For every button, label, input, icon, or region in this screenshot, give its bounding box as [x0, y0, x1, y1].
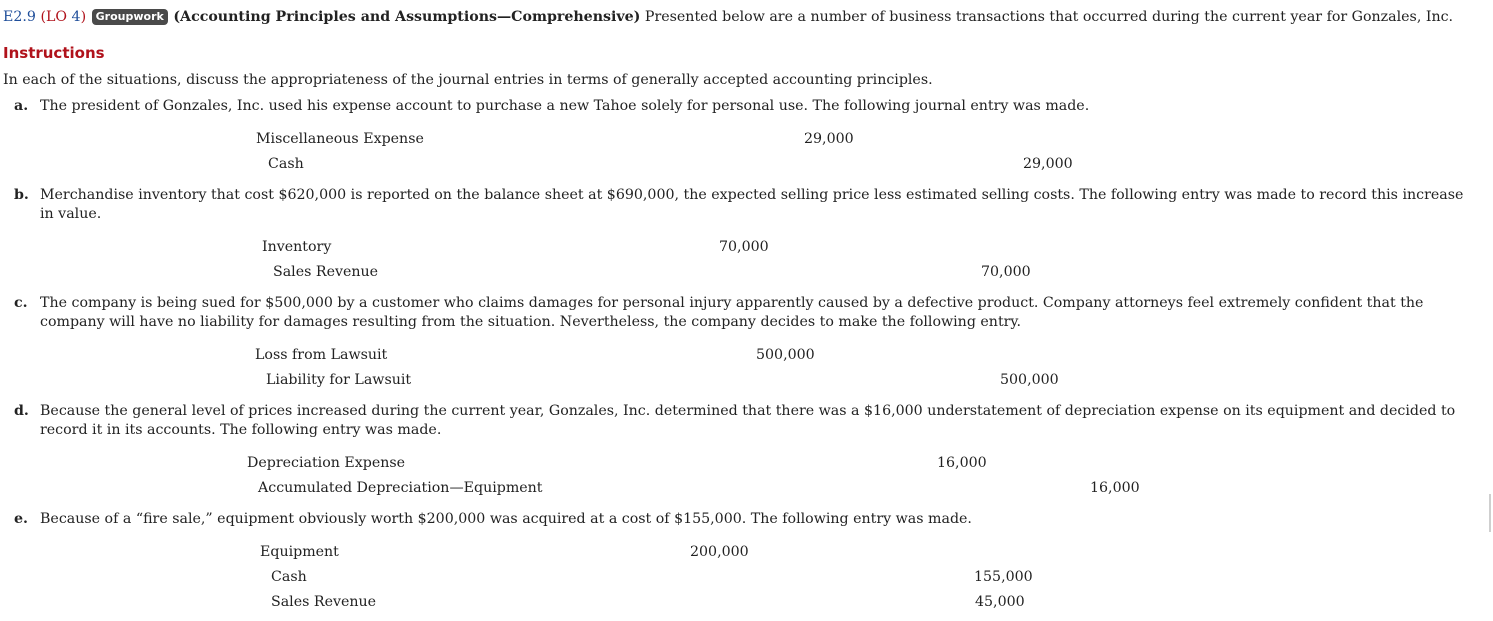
entry-c2-account: Liability for Lawsuit — [266, 372, 412, 388]
learning-objective: (LO 4) — [40, 9, 87, 25]
entry-e1-account: Equipment — [260, 544, 339, 560]
situation-text: The company is being sued for $500,000 by a customer who claims damages for personal injury apparently caused by a defective product. Company attorneys feel extremely confident that the company will have no liability for damages resulting from the situation. Nevertheless, the company decides to make the following entry. — [40, 295, 1424, 330]
situation-text: Merchandise inventory that cost $620,000 is reported on the balance sheet at $690,000, the expected selling price less estimated selling costs. The following entry was made to record this increase in value. — [40, 187, 1464, 222]
situation-text: The president of Gonzales, Inc. used his expense account to purchase a new Tahoe solely for personal use. The following journal entry was made. — [40, 98, 1090, 114]
situation-a — [14, 97, 1470, 116]
situation-d — [14, 402, 1470, 440]
exercise-description: Presented below are a number of business transactions that occurred during the current year for Gonzales, Inc. — [644, 9, 1454, 25]
entry-b2-credit: 70,000 — [981, 264, 1031, 280]
situation-b — [14, 186, 1470, 224]
situation-c — [14, 294, 1470, 332]
situation-text: Because of a “fire sale,” equipment obviously worth $200,000 was acquired at a cost of $155,000. The following entry was made. — [40, 511, 972, 527]
entry-c2-credit: 500,000 — [1000, 372, 1059, 388]
entry-b1-debit: 70,000 — [719, 239, 769, 255]
entry-a2-account: Cash — [268, 156, 304, 172]
situation-letter: c. — [14, 295, 28, 311]
entry-e2-account: Cash — [271, 569, 307, 585]
entry-c1-account: Loss from Lawsuit — [255, 347, 388, 363]
instructions-intro: In each of the situations, discuss the appropriateness of the journal entries in terms of generally accepted accounting principles. — [3, 72, 933, 88]
situation-letter: d. — [14, 403, 29, 419]
entry-d1-debit: 16,000 — [937, 455, 987, 471]
situation-letter: e. — [14, 511, 28, 527]
entry-a2-credit: 29,000 — [1023, 156, 1073, 172]
instructions-heading: Instructions — [3, 44, 105, 62]
situation-text: Because the general level of prices increased during the current year, Gonzales, Inc. determined that there was a $16,000 understatement of depreciation expense on its equipment and decided to record it in its accounts. The following entry was made. — [40, 403, 1456, 438]
entry-c1-debit: 500,000 — [756, 347, 815, 363]
entry-d2-credit: 16,000 — [1090, 480, 1140, 496]
situation-letter: b. — [14, 187, 29, 203]
scrollbar-edge — [1489, 494, 1491, 532]
entry-a1-account: Miscellaneous Expense — [256, 131, 424, 147]
situation-letter: a. — [14, 98, 29, 114]
entry-d2-account: Accumulated Depreciation—Equipment — [258, 480, 543, 496]
entry-a1-debit: 29,000 — [804, 131, 854, 147]
exercise-number: E2.9 — [3, 9, 36, 25]
entry-b2-account: Sales Revenue — [273, 264, 379, 280]
groupwork-badge: Groupwork — [92, 9, 168, 25]
lo-number: 4 — [71, 9, 81, 25]
situation-e — [14, 510, 1470, 529]
entry-e2-credit: 155,000 — [974, 569, 1033, 585]
entry-b1-account: Inventory — [262, 239, 332, 255]
exercise-heading — [3, 7, 1453, 27]
exercise-title: (Accounting Principles and Assumptions—Comprehensive) — [173, 9, 641, 25]
entry-e1-debit: 200,000 — [690, 544, 749, 560]
entry-e3-credit: 45,000 — [975, 594, 1025, 610]
entry-e3-account: Sales Revenue — [271, 594, 377, 610]
entry-d1-account: Depreciation Expense — [247, 455, 406, 471]
